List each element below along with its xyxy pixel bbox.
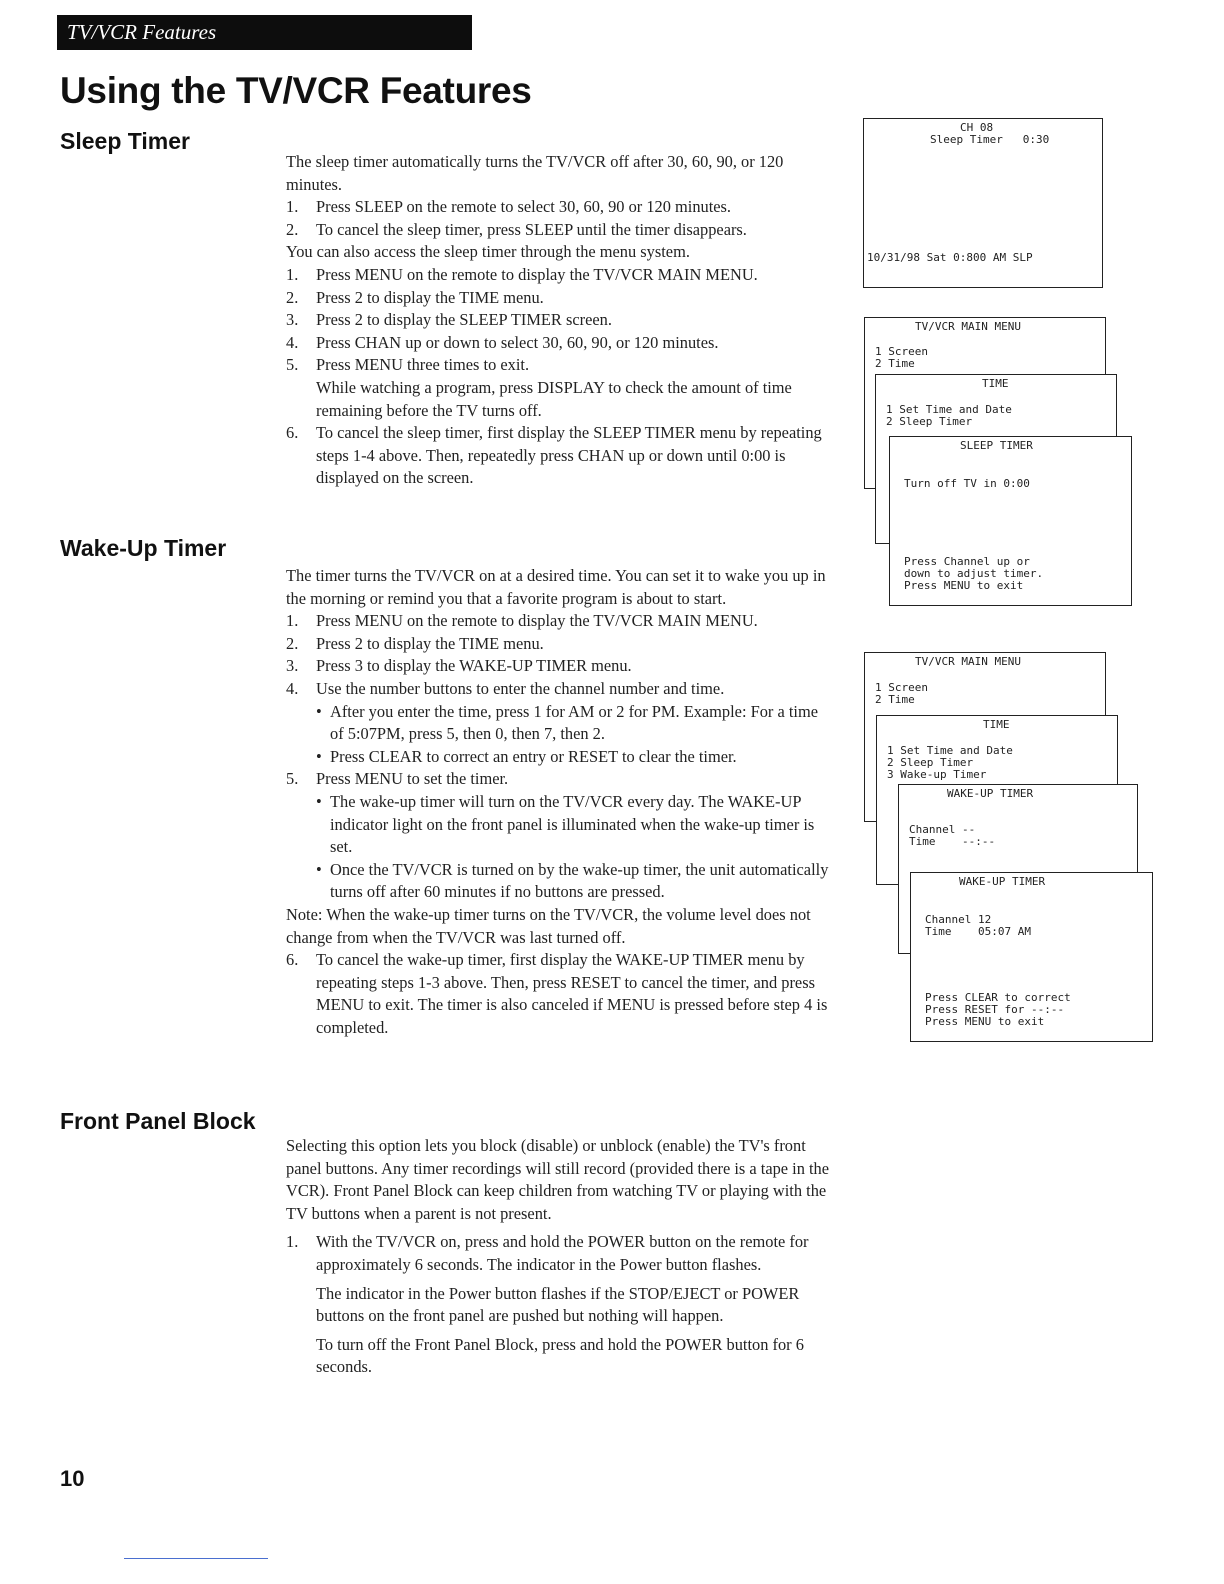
front-panel-block-body: [286, 1135, 834, 1379]
section-tab: [57, 15, 472, 50]
step4-bullets: [316, 701, 834, 769]
list-item: • Press CLEAR to correct an entry or RESET to clear the timer.: [316, 746, 834, 769]
time-menu-screen-2: TIME 1 Set Time and Date 2 Sleep Timer 3 Wake-up Timer: [876, 715, 1118, 885]
list-item: 2. Press 2 to display the TIME menu.: [286, 287, 544, 307]
wake-intro: The timer turns the TV/VCR on at a desired time. You can set it to wake you up in the morning or remind you that a favorite program is about to start.: [286, 566, 826, 608]
list-item: 3. Press 3 to display the WAKE-UP TIMER menu.: [286, 656, 632, 676]
list-item: 1. Press MENU on the remote to display the TV/VCR MAIN MENU.: [286, 611, 758, 631]
wake-steps: [286, 610, 834, 904]
front-para-3: To turn off the Front Panel Block, press and hold the POWER button for 6 seconds.: [316, 1334, 804, 1377]
list-item: 4. Use the number buttons to enter the channel number and time. • After you enter the time, press 1 for AM or 2 for PM. Example: For a time of 5:07PM, press 5, then 0, then 7, then 2. • Press CLEAR to correct an entry or RESET to clear the timer.: [286, 678, 834, 768]
sleep-timer-heading: Sleep Timer: [60, 128, 190, 154]
step5-bullets: [316, 791, 834, 904]
wake-up-timer-heading: Wake-Up Timer: [60, 535, 227, 561]
sleep-intro: The sleep timer automatically turns the TV/VCR off after 30, 60, 90, or 120 minutes.: [286, 152, 784, 194]
page-title: Using the TV/VCR Features: [60, 70, 532, 111]
wake-up-timer-set-screen: WAKE-UP TIMER Channel 12 Time 05:07 AM Press CLEAR to correct Press RESET for --:-- Press MENU to exit: [910, 872, 1153, 1042]
list-item: 1. With the TV/VCR on, press and hold the POWER button on the remote for approximately 6 seconds. The indicator in the Power button flashes.: [286, 1232, 809, 1274]
wake-step-6: [286, 949, 834, 1039]
section-tab-label: TV/VCR Features: [67, 20, 217, 44]
list-item: 2. To cancel the sleep timer, press SLEEP until the timer disappears.: [286, 219, 747, 239]
sleep-menu-intro: You can also access the sleep timer through the menu system.: [286, 242, 690, 262]
list-item: 5. Press MENU three times to exit.: [286, 355, 530, 375]
list-item: 6. To cancel the wake-up timer, first display the WAKE-UP TIMER menu by repeating steps 1-3 above. Then, press RESET to cancel the timer, and press MENU to exit. The timer is also canceled if MENU is pressed before step 4 is completed.: [286, 950, 828, 1037]
list-item: 2. Press 2 to display the TIME menu.: [286, 633, 544, 653]
list-item: 1. Press MENU on the remote to display the TV/VCR MAIN MENU.: [286, 264, 758, 284]
sleep-step-6: [286, 422, 834, 490]
main-menu-screen-2: TV/VCR MAIN MENU 1 Screen 2 Time: [864, 652, 1106, 822]
front-steps: [286, 1231, 834, 1276]
page-number: 10: [60, 1466, 85, 1491]
list-item: 1. Press SLEEP on the remote to select 30, 60, 90 or 120 minutes.: [286, 197, 732, 217]
front-intro: Selecting this option lets you block (disable) or unblock (enable) the TV's front panel buttons. Any timer recordings will still record (provided there is a tape in the VCR). Front Panel Block can keep children from watching TV or playing with the TV buttons when a parent is not present.: [286, 1136, 830, 1223]
main-menu-screen: TV/VCR MAIN MENU 1 Screen 2 Time: [864, 317, 1106, 489]
sleep-display-note: While watching a program, press DISPLAY to check the amount of time remaining before the TV turns off.: [316, 377, 792, 420]
sleep-timer-body: [286, 151, 834, 490]
sleep-steps-b: [286, 264, 834, 377]
list-item: • After you enter the time, press 1 for AM or 2 for PM. Example: For a time of 5:07PM, press 5, then 0, then 7, then 2.: [316, 701, 834, 746]
front-panel-block-heading: Front Panel Block: [60, 1108, 256, 1134]
bottom-rule: [124, 1558, 268, 1559]
list-item: • The wake-up timer will turn on the TV/VCR every day. The WAKE-UP indicator light on the front panel is illuminated when the wake-up timer is set.: [316, 791, 834, 859]
front-para-2: The indicator in the Power button flashes if the STOP/EJECT or POWER buttons on the front panel are pushed but nothing will happen.: [316, 1283, 800, 1326]
sleep-timer-menu-screen: SLEEP TIMER Turn off TV in 0:00 Press Channel up or down to adjust timer. Press MENU to exit: [889, 436, 1132, 606]
sleep-timer-osd-screen: CH 08 Sleep Timer 0:30 10/31/98 Sat 0:800 AM SLP: [863, 118, 1103, 288]
list-item: 6. To cancel the sleep timer, first display the SLEEP TIMER menu by repeating steps 1-4 above. Then, repeatedly press CHAN up or down until 0:00 is displayed on the screen.: [286, 423, 822, 488]
wake-up-timer-body: [286, 565, 834, 1039]
wake-up-timer-menu-screen: WAKE-UP TIMER Channel -- Time --:--: [898, 784, 1138, 954]
sleep-steps-a: [286, 196, 834, 241]
list-item: • Once the TV/VCR is turned on by the wake-up timer, the unit automatically turns off after 60 minutes if no buttons are pressed.: [316, 859, 834, 904]
list-item: 5. Press MENU to set the timer. • The wake-up timer will turn on the TV/VCR every day. The WAKE-UP indicator light on the front panel is illuminated when the wake-up timer is set. • Once the TV/VCR is turned on by the wake-up timer, the unit automatically turns off after 60 minutes if no buttons are pressed.: [286, 768, 834, 904]
list-item: 4. Press CHAN up or down to select 30, 60, 90, or 120 minutes.: [286, 332, 719, 352]
time-menu-screen: TIME 1 Set Time and Date 2 Sleep Timer: [875, 374, 1117, 544]
list-item: 3. Press 2 to display the SLEEP TIMER screen.: [286, 310, 612, 330]
wake-note: Note: When the wake-up timer turns on the TV/VCR, the volume level does not change from when the TV/VCR was last turned off.: [286, 904, 811, 947]
